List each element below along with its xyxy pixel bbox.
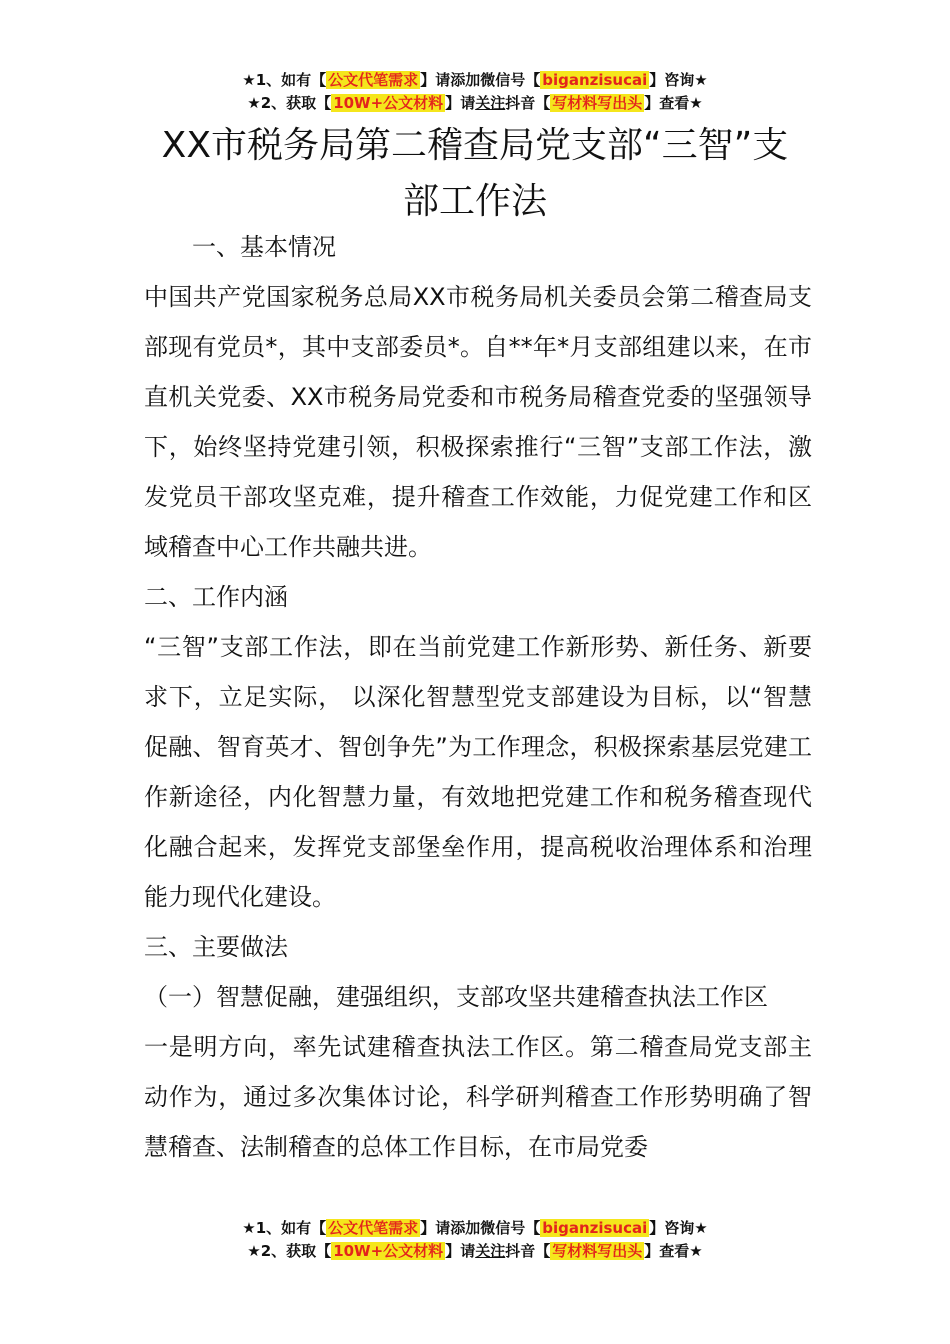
paragraph-basic-info: 中国共产党国家税务总局XX市税务局机关委员会第二稽查局支部现有党员*，其中支部委员*。自**年*月支部组建以来，在市直机关党委、XX市税务局党委和市税务局稽查党委的坚强领导下，始终坚持党建引领，积极探索推行“三智”支部工作法，激发党员干部攻坚克难，提升稽查工作效能，力促党建工作和区域稽查中心工作共融共进。 xyxy=(144,283,812,561)
banner-text: ★1、如有【 xyxy=(242,1219,327,1237)
banner-text: ★2、获取【 xyxy=(247,94,332,112)
banner-text: 】咨询★ xyxy=(649,71,708,89)
banner-highlight: 公文代笔需求 xyxy=(328,71,419,89)
banner-text: 】请 xyxy=(445,94,476,112)
banner-line-1 xyxy=(0,69,950,92)
section-heading-1: 一、基本情况 xyxy=(192,233,336,261)
banner-highlight: 写材料写出头 xyxy=(552,94,643,112)
bottom-banner xyxy=(0,1217,950,1263)
title-line-1: XX市税务局第二稽查局党支部“三智”支 xyxy=(161,125,789,166)
top-banner xyxy=(0,69,950,115)
banner-text: 】请添加微信号【 xyxy=(420,1219,541,1237)
document-title xyxy=(0,118,950,230)
subsection-heading-1: （一）智慧促融，建强组织，支部攻坚共建稽查执法工作区 xyxy=(144,983,768,1011)
paragraph-direction: 一是明方向，率先试建稽查执法工作区。第二稽查局党支部主动作为，通过多次集体讨论，科学研判稽查工作形势明确了智慧稽查、法制稽查的总体工作目标，在市局党委 xyxy=(144,1033,812,1161)
banner-line-2 xyxy=(0,92,950,115)
banner-underline: 关注 xyxy=(475,94,506,112)
document-body xyxy=(144,222,812,1172)
banner-highlight: 10W+公文材料 xyxy=(333,94,444,112)
paragraph-work-connotation: “三智”支部工作法，即在当前党建工作新形势、新任务、新要求下，立足实际， 以深化智慧型党支部建设为目标，以“智慧促融、智育英才、智创争先”为工作理念，积极探索基层党建工作新途径，内化智慧力量，有效地把党建工作和税务稽查现代化融合起来，发挥党支部堡垒作用，提高税收治理体系和治理能力现代化建设。 xyxy=(144,633,812,911)
banner-underline: 关注 xyxy=(475,1242,506,1260)
banner-text: 抖音【 xyxy=(505,94,551,112)
banner-text: 】请添加微信号【 xyxy=(420,71,541,89)
section-heading-2: 二、工作内涵 xyxy=(144,583,288,611)
banner-highlight: 10W+公文材料 xyxy=(333,1242,444,1260)
banner-text: ★1、如有【 xyxy=(242,71,327,89)
banner-text: 】查看★ xyxy=(644,94,703,112)
banner-text: ★2、获取【 xyxy=(247,1242,332,1260)
banner-highlight: 公文代笔需求 xyxy=(328,1219,419,1237)
title-line-2: 部工作法 xyxy=(402,181,547,222)
banner-text: 】请 xyxy=(445,1242,476,1260)
banner-highlight: biganzisucai xyxy=(542,71,648,89)
banner-line-2 xyxy=(0,1240,950,1263)
section-heading-3: 三、主要做法 xyxy=(144,933,288,961)
banner-text: 抖音【 xyxy=(505,1242,551,1260)
banner-text: 】咨询★ xyxy=(649,1219,708,1237)
banner-highlight: biganzisucai xyxy=(542,1219,648,1237)
banner-line-1 xyxy=(0,1217,950,1240)
banner-text: 】查看★ xyxy=(644,1242,703,1260)
banner-highlight: 写材料写出头 xyxy=(552,1242,643,1260)
